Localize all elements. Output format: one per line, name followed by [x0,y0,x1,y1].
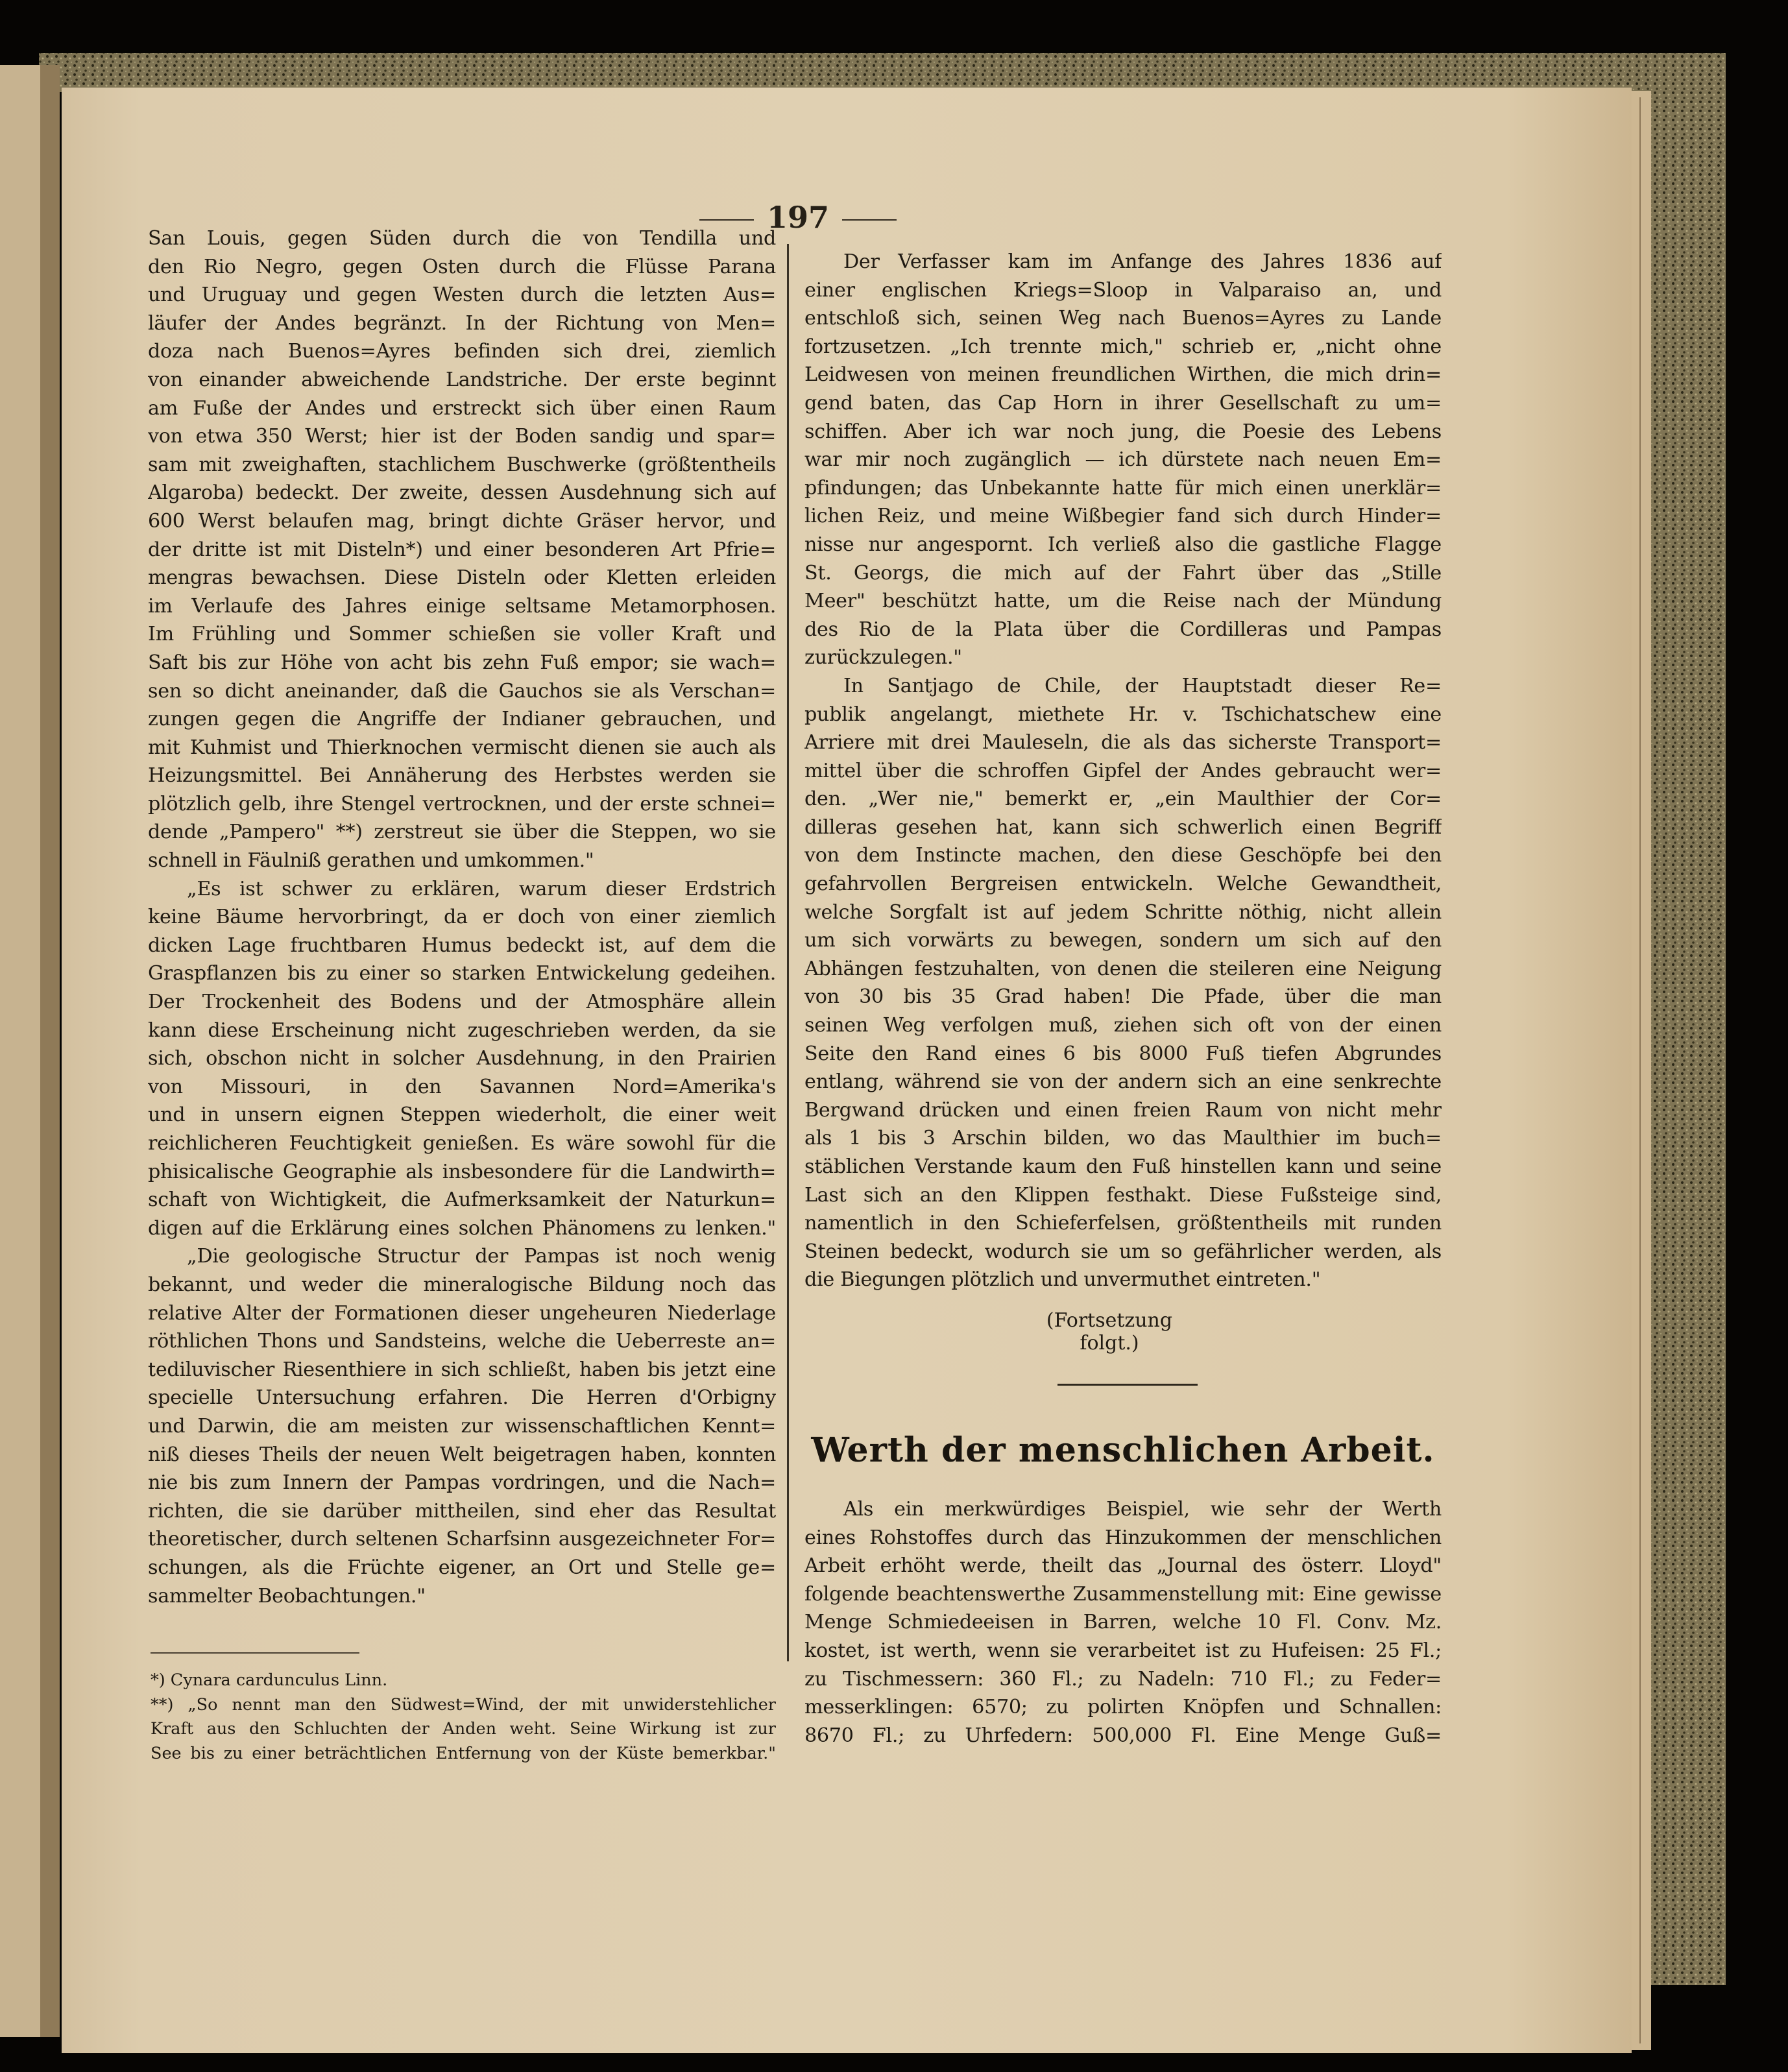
text-line: des Rio de la Plata über die Cordilleras und Pampas [804,618,1442,641]
text-line: Bergwand drücken und einen freien Raum von nicht mehr [804,1098,1442,1122]
text-line: sam mit zweighaften, stachlichem Buschwerke (größtentheils [148,453,776,476]
top-marbled-edge [39,53,1726,92]
text-line: „Die geologische Structur der Pampas ist noch wenig [187,1245,776,1268]
text-line: Leidwesen von meinen freundlichen Wirthen, die mich drin= [804,363,1442,387]
text-line: doza nach Buenos=Ayres befinden sich drei, ziemlich [148,340,776,363]
text-line: Last sich an den Klippen festhakt. Diese Fußsteige sind, [804,1183,1442,1207]
text-line: fortzusetzen. „Ich trennte mich," schrieb er, „nicht ohne [804,335,1442,358]
text-line: 8670 Fl.; zu Uhrfedern: 500,000 Fl. Eine Menge Guß= [804,1724,1442,1747]
text-line: eines Rohstoffes durch das Hinzukommen der menschlichen [804,1526,1442,1549]
text-line: einer englischen Kriegs=Sloop in Valparaiso an, und [804,278,1442,302]
text-line: 600 Werst belaufen mag, bringt dichte Gräser hervor, und [148,509,776,533]
text-line: sammelter Beobachtungen." [148,1584,426,1608]
column-divider [787,244,789,1661]
text-line: bekannt, und weder die mineralogische Bildung noch das [148,1273,776,1296]
left-column [148,224,776,1610]
text-line: läufer der Andes begränzt. In der Richtung von Men= [148,311,776,335]
text-line: und Darwin, die am meisten zur wissenschaftlichen Kennt= [148,1414,776,1438]
text-line: mengras bewachsen. Diese Disteln oder Kletten erleiden [148,566,776,590]
text-line: schaft von Wichtigkeit, die Aufmerksamkeit der Naturkun= [148,1188,776,1212]
text-line: von 30 bis 35 Grad haben! Die Pfade, über die man [804,985,1442,1009]
text-line: digen auf die Erklärung eines solchen Phänomens zu lenken." [148,1216,776,1240]
text-line: gend baten, das Cap Horn in ihrer Gesellschaft zu um= [804,391,1442,415]
text-line: Der Trockenheit des Bodens und der Atmosphäre allein [148,991,776,1014]
text-line: San Louis, gegen Süden durch die von Tendilla und [148,227,776,250]
text-line: Der Verfasser kam im Anfange des Jahres 1836 auf [843,250,1442,273]
text-line: im Verlaufe des Jahres einige seltsame Metamorphosen. [148,594,776,618]
text-line: die Biegungen plötzlich und unvermuthet eintreten." [804,1268,1321,1292]
text-line: stäblichen Verstande kaum den Fuß hinstellen kann und seine [804,1155,1442,1178]
text-line: sich, obschon nicht in solcher Ausdehnung, in den Prairien [148,1047,776,1070]
text-line: Meer" beschützt hatte, um die Reise nach der Mündung [804,590,1442,613]
text-line: theoretischer, durch seltenen Scharfsinn ausgezeichneter For= [148,1528,776,1551]
text-line: entschloß sich, seinen Weg nach Buenos=Ayres zu Lande [804,307,1442,330]
text-line: nie bis zum Innern der Pampas vordringen, und die Nach= [148,1471,776,1495]
text-line: dicken Lage fruchtbaren Humus bedeckt ist, auf dem die [148,934,776,957]
text-line: Saft bis zur Höhe von acht bis zehn Fuß empor; sie wach= [148,651,776,674]
text-line: kann diese Erscheinung nicht zugeschrieben werden, da sie [148,1018,776,1042]
text-line: Als ein merkwürdiges Beispiel, wie sehr der Werth [843,1498,1442,1521]
footnote-line: **) „So nennt man den Südwest=Wind, der mit unwiderstehlicher [151,1694,776,1715]
text-line: um sich vorwärts zu bewegen, sondern um sich auf den [804,929,1442,952]
text-line: am Fuße der Andes und erstreckt sich über einen Raum [148,396,776,420]
text-line: schungen, als die Früchte eigener, an Ort und Stelle ge= [148,1556,776,1579]
right-column [804,248,1442,1294]
text-line: den Rio Negro, gegen Osten durch die Flüsse Parana [148,255,776,278]
text-line: von etwa 350 Werst; hier ist der Boden sandig und spar= [148,425,776,448]
text-line: mittel über die schroffen Gipfel der Andes gebraucht wer= [804,759,1442,782]
text-line: namentlich in den Schieferfelsen, größtentheils mit runden [804,1212,1442,1235]
text-line: specielle Untersuchung erfahren. Die Herren d'Orbigny [148,1386,776,1410]
text-line: Arriere mit drei Mauleseln, die als das sicherste Transport= [804,731,1442,754]
text-line: zu Tischmessern: 360 Fl.; zu Nadeln: 710 Fl.; zu Feder= [804,1667,1442,1691]
text-line: St. Georgs, die mich auf der Fahrt über das „Stille [804,561,1442,584]
footnotes [151,1668,776,1766]
text-line: Seite den Rand eines 6 bis 8000 Fuß tiefen Abgrundes [804,1042,1442,1065]
header-rule-right [842,219,897,221]
text-line: lichen Reiz, und meine Wißbegier fand sich durch Hinder= [804,505,1442,528]
text-line: Steinen bedeckt, wodurch sie um so gefährlicher werden, als [804,1240,1442,1263]
header-rule-left [699,219,754,221]
text-line: Heizungsmittel. Bei Annäherung des Herbstes werden sie [148,764,776,788]
text-line: Arbeit erhöht werde, theilt das „Journal des österr. Lloyd" [804,1554,1442,1578]
text-line: dende „Pampero" **) zerstreut sie über die Steppen, wo sie [148,821,776,844]
text-line: der dritte ist mit Disteln*) und einer besonderen Art Pfrie= [148,538,776,561]
section-heading: Werth der menschlichen Arbeit. [811,1430,1435,1470]
text-line: Menge Schmiedeeisen in Barren, welche 10 Fl. Conv. Mz. [804,1611,1442,1634]
page-number: 197 [766,200,830,235]
text-line: entlang, während sie von der andern sich an eine senkrechte [804,1070,1442,1094]
text-line: kostet, ist werth, wenn sie verarbeitet ist zu Hufeisen: 25 Fl.; [804,1639,1442,1662]
text-line: messerklingen: 6570; zu polirten Knöpfen und Schnallen: [804,1696,1442,1719]
section-rule [1057,1384,1198,1386]
text-line: reichlicheren Feuchtigkeit genießen. Es wäre sowohl für die [148,1132,776,1155]
text-line: Im Frühling und Sommer schießen sie voller Kraft und [148,623,776,646]
text-line: schnell in Fäulniß gerathen und umkommen." [148,849,594,873]
text-line: nisse nur angespornt. Ich verließ also die gastliche Flagge [804,533,1442,556]
text-line: seinen Weg verfolgen muß, ziehen sich oft von der einen [804,1014,1442,1037]
text-line: war mir noch zugänglich — ich dürstete nach neuen Em= [804,448,1442,472]
text-line: „Es ist schwer zu erklären, warum dieser Erdstrich [187,877,776,900]
text-line: keine Bäume hervorbringt, da er doch von einer ziemlich [148,906,776,929]
text-line: schiffen. Aber ich war noch jung, die Poesie des Lebens [804,420,1442,443]
text-line: und in unsern eignen Steppen wiederholt, die einer weit [148,1103,776,1127]
text-line: pfindungen; das Unbekannte hatte für mich einen unerklär= [804,476,1442,500]
text-line: In Santjago de Chile, der Hauptstadt dieser Re= [843,674,1442,697]
section-body [804,1495,1442,1750]
text-line: relative Alter der Formationen dieser ungeheuren Niederlage [148,1301,776,1325]
text-line: den. „Wer nie," bemerkt er, „ein Maulthier der Cor= [804,788,1442,811]
text-line: dilleras gesehen hat, kann sich schwerlich einen Begriff [804,815,1442,839]
footnote-line: See bis zu einer beträchtlichen Entfernung von der Küste bemerkbar." [151,1743,776,1763]
text-line: plötzlich gelb, ihre Stengel vertrocknen, und der erste schnei= [148,792,776,815]
text-line: sen so dicht aneinander, daß die Gauchos sie als Verschan= [148,679,776,703]
text-line: und Uruguay und gegen Westen durch die letzten Aus= [148,283,776,307]
text-line: röthlichen Thons und Sandsteins, welche die Ueberreste an= [148,1330,776,1353]
text-line: richten, die sie darüber mittheilen, sind eher das Resultat [148,1499,776,1523]
text-line: als 1 bis 3 Arschin bilden, wo das Maulthier im buch= [804,1127,1442,1150]
text-line: niß dieses Theils der neuen Welt beigetragen haben, konnten [148,1443,776,1466]
text-line: tediluvischer Riesenthiere in sich schließt, haben bis jetzt eine [148,1358,776,1381]
text-line: mit Kuhmist und Thierknochen vermischt dienen sie auch als [148,736,776,759]
text-line: zurückzulegen." [804,646,962,669]
continuation-note: (Fortsetzung folgt.) [1046,1309,1173,1355]
text-line: von Missouri, in den Savannen Nord=Amerika's [148,1075,776,1098]
text-line: Graspflanzen bis zu einer so starken Entwickelung gedeihen. [148,962,776,985]
right-marbled-cover [1648,71,1726,1985]
text-line: gefahrvollen Bergreisen entwickeln. Welche Gewandtheit, [804,873,1442,896]
text-line: Abhängen festzuhalten, von denen die steileren eine Neigung [804,957,1442,980]
text-line: publik angelangt, miethete Hr. v. Tschichatschew eine [804,703,1442,726]
text-line: phisicalische Geographie als insbesondere für die Landwirth= [148,1160,776,1183]
text-line: zungen gegen die Angriffe der Indianer gebrauchen, und [148,708,776,731]
text-line: von einander abweichende Landstriche. Der erste beginnt [148,368,776,391]
footnote-rule [151,1652,359,1654]
text-line: welche Sorgfalt ist auf jedem Schritte nöthig, nicht allein [804,900,1442,924]
text-line: von dem Instincte machen, den diese Geschöpfe bei den [804,844,1442,867]
footnote-line: Kraft aus den Schluchten der Anden weht. Seine Wirkung ist zur [151,1719,776,1739]
text-line: folgende beachtenswerthe Zusammenstellung mit: Eine gewisse [804,1582,1442,1606]
text-line: Algaroba) bedeckt. Der zweite, dessen Ausdehnung sich auf [148,481,776,505]
footnote-line: *) Cynara cardunculus Linn. [151,1670,388,1690]
